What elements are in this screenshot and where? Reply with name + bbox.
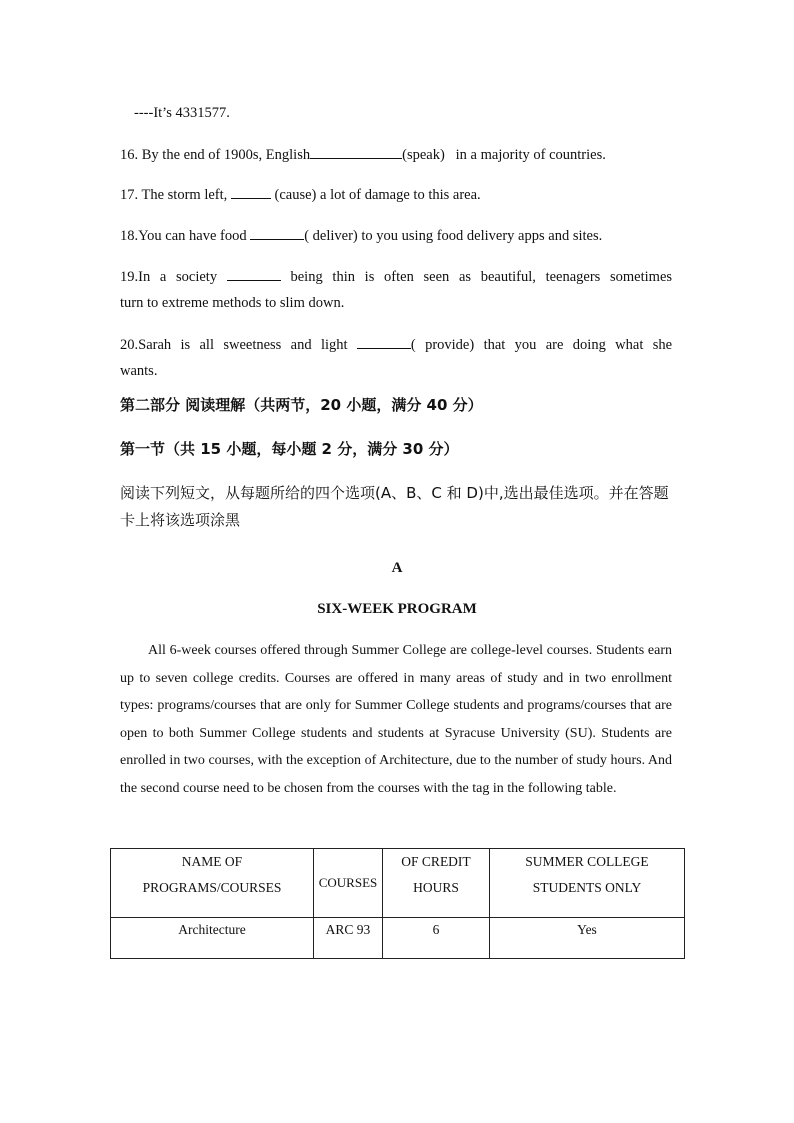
answer-blank[interactable]	[310, 144, 402, 159]
table-header-cell: SUMMER COLLEGE STUDENTS ONLY	[490, 849, 685, 918]
answer-blank[interactable]	[227, 266, 281, 281]
question-hint: being	[290, 269, 323, 285]
table-header-cell: OF CREDIT HOURS	[383, 849, 490, 918]
question-text-after: a lot of damage to this area.	[320, 187, 481, 203]
question-20-continuation: wants.	[120, 363, 158, 379]
question-20	[120, 334, 672, 355]
question-hint: (speak)	[402, 147, 445, 163]
table-cell: 6	[383, 918, 490, 959]
question-19	[120, 266, 672, 287]
question-number: 19.	[120, 269, 139, 285]
question-number: 18.	[120, 228, 139, 244]
question-text-after: in a majority of countries.	[455, 147, 606, 163]
question-19-continuation: turn to extreme methods to slim down.	[120, 295, 345, 311]
question-hint: ( deliver)	[304, 228, 358, 244]
answer-blank[interactable]	[357, 334, 411, 349]
question-text-before: By the end of 1900s, English	[141, 147, 311, 163]
question-17	[120, 184, 672, 205]
question-text-before: The storm left,	[141, 187, 228, 203]
courses-table	[110, 848, 685, 959]
table-row	[111, 918, 685, 959]
question-18	[120, 225, 672, 246]
question-number: 20.	[120, 337, 139, 353]
question-number: 17.	[120, 187, 139, 203]
answer-blank[interactable]	[231, 184, 271, 199]
question-text-after: to you using food delivery apps and sites.	[361, 228, 603, 244]
section-2-heading: 第二部分 阅读理解（共两节，20 小题，满分 40 分）	[120, 396, 483, 414]
table-cell: Yes	[490, 918, 685, 959]
question-hint: ( provide)	[410, 337, 475, 353]
table-header-cell: NAME OF PROGRAMS/COURSES	[111, 849, 314, 918]
instructions: 阅读下列短文，从每题所给的四个选项(A、B、C 和 D)中,选出最佳选项。并在答题卡上将该选项涂黑	[120, 484, 669, 529]
answer-blank[interactable]	[250, 225, 304, 240]
question-text-before: In a society	[138, 269, 218, 285]
question-16	[120, 144, 672, 165]
passage-paragraph: All 6-week courses offered through Summer College are college-level courses. Students earn up to seven college credits. Courses are offered in many areas of study and in two enrollment types: programs/courses that are only for Summer College students and programs/courses that are open to both Summer College students and students at Syracuse University (SU). Students are enrolled in two courses, with the exception of Architecture, due to the number of study hours. And the second course need to be chosen from the courses with the tag in the following table.	[120, 643, 672, 796]
question-text-before: You can have food	[138, 228, 247, 244]
question-text-before: Sarah is all sweetness and light	[138, 337, 348, 353]
question-number: 16.	[120, 147, 139, 163]
table-cell: Architecture	[111, 918, 314, 959]
passage-letter: A	[391, 560, 403, 576]
question-hint: (cause)	[274, 187, 317, 203]
question-text-after: thin is often seen as beautiful, teenagers sometimes	[332, 269, 673, 285]
table-header-cell: COURSES	[314, 849, 383, 918]
section-1-heading: 第一节（共 15 小题，每小题 2 分，满分 30 分）	[120, 440, 459, 458]
table-header-row	[111, 849, 685, 918]
answer-line: ----It’s 4331577.	[134, 105, 230, 121]
passage-title: SIX-WEEK PROGRAM	[317, 601, 477, 617]
question-text-after: that you are doing what she	[483, 337, 673, 353]
table-cell: ARC 93	[314, 918, 383, 959]
